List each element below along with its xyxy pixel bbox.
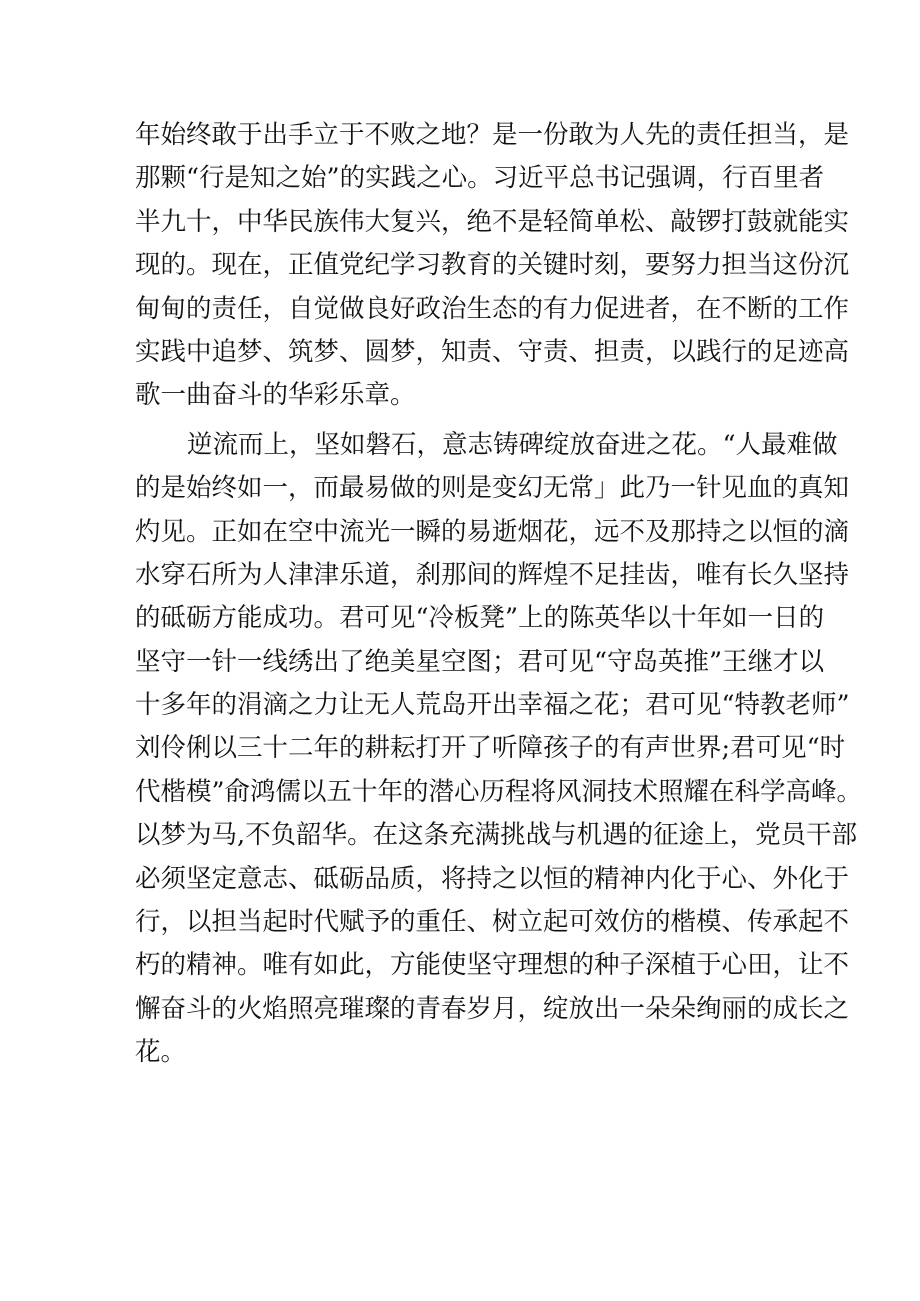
document-body — [135, 114, 863, 1075]
paragraph-line: 的是始终如一，而最易做的则是变幻无常」此乃一针见血的真知 — [135, 473, 850, 504]
paragraph-line: 代楷模”俞鸿儒以五十年的潜心历程将风洞技术照耀在科学高峰。 — [135, 776, 863, 807]
paragraph-line: 懈奋斗的火焰照亮璀璨的青春岁月，绽放出一朵朵绚丽的成长之 — [135, 993, 850, 1024]
paragraph-line: 水穿石所为人津津乐道，刹那间的辉煌不足挂齿，唯有长久坚持 — [135, 559, 850, 590]
paragraph-line: 十多年的涓滴之力让无人荒岛开出幸福之花；君可见“特教老师” — [135, 690, 850, 721]
paragraph-line: 朽的精神。唯有如此，方能使坚守理想的种子深植于心田，让不 — [135, 950, 850, 981]
paragraph-line: 灼见。正如在空中流光一瞬的易逝烟花，远不及那持之以恒的滴 — [135, 516, 850, 547]
paragraph-line: 年始终敢于出手立于不败之地？是一份敢为人先的责任担当，是 — [135, 120, 850, 150]
paragraph-1 — [135, 114, 850, 418]
paragraph-line: 花。 — [135, 1037, 187, 1068]
paragraph-line: 实践中追梦、筑梦、圆梦，知责、守责、担责，以践行的足迹高 — [135, 336, 850, 367]
paragraph-line: 那颗“行是知之始”的实践之心。习近平总书记强调，行百里者 — [135, 163, 825, 194]
paragraph-2 — [135, 424, 863, 1075]
paragraph-line: 坚守一针一线绣出了绝美星空图；君可见“守岛英推”王继才以 — [135, 646, 825, 677]
paragraph-line: 行，以担当起时代赋予的重任、树立起可效仿的楷模、传承起不 — [135, 907, 850, 938]
paragraph-line: 的砥砺方能成功。君可见“冷板凳”上的陈英华以十年如一日的 — [135, 603, 825, 634]
paragraph-line: 半九十，中华民族伟大复兴，绝不是轻简单松、敲锣打鼓就能实 — [135, 206, 850, 237]
paragraph-line: 以梦为马,不负韶华。在这条充满挑战与机遇的征途上，党员干部 — [135, 820, 858, 851]
paragraph-line: 必须坚定意志、砥砺品质，将持之以恒的精神内化于心、外化于 — [135, 863, 850, 894]
paragraph-line: 刘伶俐以三十二年的耕耘打开了听障孩子的有声世界;君可见“时 — [135, 733, 846, 764]
paragraph-line: 现的。现在，正值党纪学习教育的关键时刻，要努力担当这份沉 — [135, 250, 850, 281]
paragraph-line: 甸甸的责任，自觉做良好政治生态的有力促进者，在不断的工作 — [135, 293, 850, 324]
paragraph-line: 歌一曲奋斗的华彩乐章。 — [135, 380, 416, 411]
paragraph-line: 逆流而上，坚如磐石，意志铸碑绽放奋进之花。“人最难做 — [187, 429, 838, 460]
